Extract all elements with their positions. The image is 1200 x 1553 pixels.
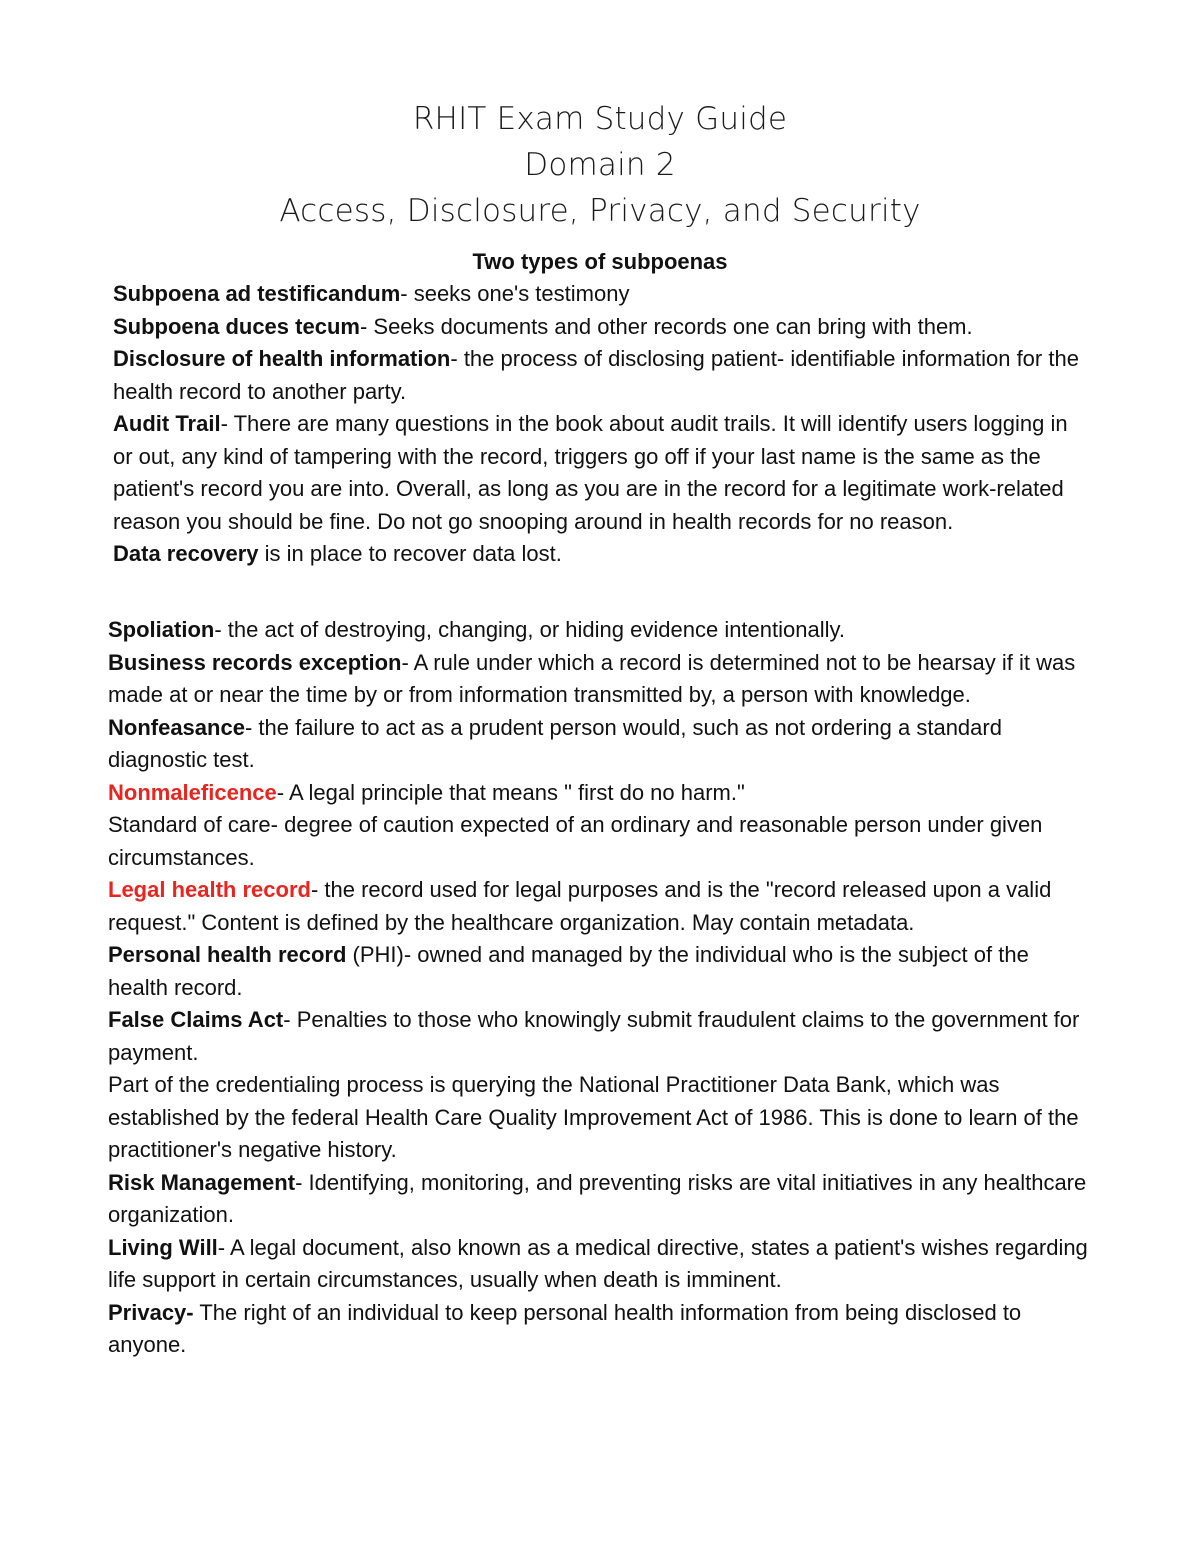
definition: - A legal principle that means " first do no harm." xyxy=(276,779,745,805)
entry-false-claims-act xyxy=(108,1004,1093,1069)
entry-nonmaleficence xyxy=(108,777,1093,810)
term: Data recovery xyxy=(113,541,259,566)
term: Living Will xyxy=(108,1234,218,1260)
definition: Part of the credentialing process is querying the National Practitioner Data Bank, which was established by the federal Health Care Quality Improvement Act of 1986. This is done to learn of the practitioner's negative history. xyxy=(108,1072,1079,1162)
definition: - seeks one's testimony xyxy=(400,281,630,306)
entry-legal-health-record xyxy=(108,874,1093,939)
term: Subpoena duces tecum xyxy=(113,313,360,339)
term: Subpoena ad testificandum xyxy=(113,281,401,306)
definition: - the failure to act as a prudent person would, such as not ordering a standard diagnostic test. xyxy=(108,714,1002,772)
entry-standard-of-care xyxy=(108,809,1093,874)
definition: - the act of destroying, changing, or hiding evidence intentionally. xyxy=(214,617,845,642)
definition: (PHI)- owned and managed by the individual who is the subject of the health record. xyxy=(108,942,1029,1000)
entry-spoliation xyxy=(108,614,1093,647)
section-heading: Two types of subpoenas xyxy=(472,249,728,274)
term-highlighted: Legal health record xyxy=(108,877,311,902)
term-highlighted: Nonmaleficence xyxy=(108,779,277,805)
definition: Standard of care- degree of caution expected of an ordinary and reasonable person under given circumstances. xyxy=(108,812,1043,870)
entry-credentialing-process xyxy=(108,1069,1093,1167)
term: Risk Management xyxy=(108,1169,296,1195)
term: Audit Trail xyxy=(113,411,221,436)
definition: - Seeks documents and other records one can bring with them. xyxy=(359,313,973,339)
term: Spoliation xyxy=(108,617,215,642)
definitions-section-b xyxy=(108,614,1093,1362)
entry-risk-management xyxy=(108,1167,1093,1232)
term: False Claims Act xyxy=(108,1007,284,1032)
definition: - the process of disclosing patient- identifiable information for the health record to another party. xyxy=(113,346,1079,404)
entry-personal-health-record xyxy=(108,939,1093,1004)
definition: - A rule under which a record is determined not to be hearsay if it was made at or near the time by or from information transmitted by, a person with knowledge. xyxy=(108,649,1076,707)
entry-audit-trail xyxy=(113,408,1093,538)
term: Disclosure of health information xyxy=(113,346,451,371)
entry-subpoena-ad-testificandum xyxy=(113,278,1093,311)
definition: The right of an individual to keep personal health information from being disclosed to anyone. xyxy=(108,1299,1022,1357)
title-line-topic: Access, Disclosure, Privacy, and Security xyxy=(279,193,921,229)
definition: is in place to recover data lost. xyxy=(258,541,562,566)
title-line-domain: Domain 2 xyxy=(524,147,676,183)
title-line-main: RHIT Exam Study Guide xyxy=(412,101,788,137)
definition: - A legal document, also known as a medical directive, states a patient's wishes regarding life support in certain circumstances, usually when death is imminent. xyxy=(108,1234,1088,1292)
entry-data-recovery xyxy=(113,538,1093,571)
definitions-section-a xyxy=(113,278,1093,571)
entry-living-will xyxy=(108,1232,1093,1297)
entry-subpoena-duces-tecum xyxy=(113,311,1093,344)
term: Business records exception xyxy=(108,649,402,675)
term: Personal health record xyxy=(108,942,347,967)
document-title xyxy=(0,96,1200,234)
term: Nonfeasance xyxy=(108,714,245,740)
entry-privacy xyxy=(108,1297,1093,1362)
definition: - the record used for legal purposes and is the "record released upon a valid request." Content is defined by the healthcare organization. May contain metadata. xyxy=(108,877,1052,935)
entry-business-records-exception xyxy=(108,647,1093,712)
definition: - Penalties to those who knowingly submit fraudulent claims to the government for payment. xyxy=(108,1007,1080,1065)
term: Privacy- xyxy=(108,1299,194,1325)
entry-disclosure-of-health-information xyxy=(113,343,1093,408)
definition: - There are many questions in the book about audit trails. It will identify users logging in or out, any kind of tampering with the record, triggers go off if your last name is the same as the patient's record you are into. Overall, as long as you are in the record for a legitimate work-related reason you should be fine. Do not go snooping around in health records for no reason. xyxy=(113,411,1068,534)
entry-nonfeasance xyxy=(108,712,1093,777)
definition: - Identifying, monitoring, and preventing risks are vital initiatives in any healthcare organization. xyxy=(108,1169,1087,1227)
